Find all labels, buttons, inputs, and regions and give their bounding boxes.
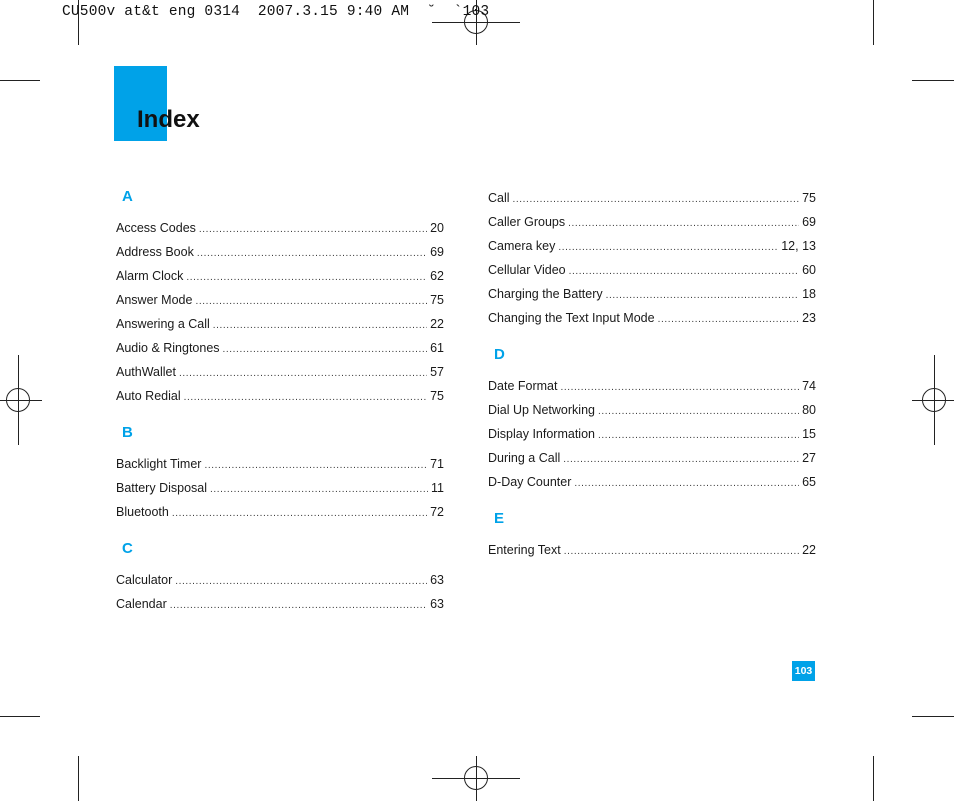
- index-entry-page: 11: [431, 481, 444, 495]
- index-entry-page: 23: [802, 311, 816, 325]
- index-entry-name: Charging the Battery: [488, 287, 603, 301]
- index-entry-name: Calendar: [116, 597, 167, 611]
- index-entry-name: Access Codes: [116, 221, 196, 235]
- index-entry: [116, 336, 444, 360]
- index-entry: [488, 210, 816, 234]
- dot-leader: [598, 424, 799, 448]
- index-entry-page: 75: [802, 191, 816, 205]
- index-entry: [488, 306, 816, 330]
- index-entry-page: 15: [802, 427, 816, 441]
- crop-mark: [873, 0, 874, 45]
- index-entry: [488, 422, 816, 446]
- index-entry-name: Date Format: [488, 379, 558, 393]
- index-entry-name: Cellular Video: [488, 263, 566, 277]
- index-entry-page: 18: [802, 287, 816, 301]
- page-title: Index: [137, 106, 200, 133]
- dot-leader: [186, 266, 427, 290]
- crop-mark: [78, 756, 79, 801]
- index-entry: [116, 476, 444, 500]
- index-entry-name: Caller Groups: [488, 215, 566, 229]
- index-entry: [116, 288, 444, 312]
- index-letter-heading: D: [494, 346, 505, 363]
- index-entry-page: 22: [430, 317, 444, 331]
- index-entry-name: Camera key: [488, 239, 556, 253]
- index-entry: [116, 452, 444, 476]
- dot-leader: [204, 454, 427, 478]
- dot-leader: [210, 478, 428, 502]
- index-entry-name: Alarm Clock: [116, 269, 184, 283]
- dot-leader: [560, 376, 799, 400]
- index-entry-name: Answer Mode: [116, 293, 193, 307]
- index-entry-page: 74: [802, 379, 816, 393]
- crop-mark: [912, 80, 954, 81]
- index-entry: [488, 398, 816, 422]
- index-entry-name: Audio & Ringtones: [116, 341, 220, 355]
- index-entry-page: 27: [802, 451, 816, 465]
- dot-leader: [179, 362, 427, 386]
- dot-leader: [213, 314, 427, 338]
- index-entry-page: 63: [430, 573, 444, 587]
- dot-leader: [558, 236, 778, 260]
- index-letter-heading: C: [122, 540, 133, 557]
- index-entry-name: Call: [488, 191, 510, 205]
- index-entry: [488, 282, 816, 306]
- index-entry-page: 72: [430, 505, 444, 519]
- index-entry-page: 69: [430, 245, 444, 259]
- index-entry-name: Battery Disposal: [116, 481, 208, 495]
- dot-leader: [658, 308, 800, 332]
- index-column-right: [488, 186, 816, 562]
- index-column-left: [116, 186, 444, 616]
- index-entry-name: D-Day Counter: [488, 475, 572, 489]
- dot-leader: [574, 472, 799, 496]
- page-number-badge: 103: [792, 661, 815, 681]
- index-entry-name: Address Book: [116, 245, 194, 259]
- index-entry-name: Changing the Text Input Mode: [488, 311, 655, 325]
- index-entry: [116, 216, 444, 240]
- dot-leader: [199, 218, 427, 242]
- index-entry-page: 71: [430, 457, 444, 471]
- index-letter-heading: B: [122, 424, 133, 441]
- index-letter-heading: E: [494, 510, 505, 527]
- dot-leader: [569, 260, 799, 284]
- dot-leader: [564, 540, 799, 564]
- crop-mark: [0, 716, 40, 717]
- index-entry-name: Dial Up Networking: [488, 403, 595, 417]
- crop-mark: [912, 716, 954, 717]
- dot-leader: [195, 290, 427, 314]
- dot-leader: [223, 338, 428, 362]
- index-letter-heading: A: [122, 188, 133, 205]
- index-entry: [488, 470, 816, 494]
- index-entry-name: Backlight Timer: [116, 457, 202, 471]
- dot-leader: [170, 594, 427, 618]
- index-entry-page: 22: [802, 543, 816, 557]
- index-entry-name: Bluetooth: [116, 505, 169, 519]
- index-entry: [488, 234, 816, 258]
- index-entry: [488, 186, 816, 210]
- index-entry: [116, 568, 444, 592]
- index-entry-page: 75: [430, 389, 444, 403]
- index-entry: [116, 500, 444, 524]
- index-entry-name: Answering a Call: [116, 317, 210, 331]
- dot-leader: [598, 400, 799, 424]
- dot-leader: [568, 212, 799, 236]
- index-entry-name: Calculator: [116, 573, 173, 587]
- index-entry-name: Entering Text: [488, 543, 561, 557]
- index-entry: [116, 312, 444, 336]
- index-entry-page: 63: [430, 597, 444, 611]
- index-entry-page: 61: [430, 341, 444, 355]
- index-entry: [116, 264, 444, 288]
- index-entry-page: 80: [802, 403, 816, 417]
- index-entry: [488, 446, 816, 470]
- dot-leader: [197, 242, 427, 266]
- index-entry-name: AuthWallet: [116, 365, 176, 379]
- index-entry-name: Auto Redial: [116, 389, 181, 403]
- index-entry-page: 57: [430, 365, 444, 379]
- index-entry-page: 60: [802, 263, 816, 277]
- index-entry: [488, 538, 816, 562]
- index-entry: [116, 592, 444, 616]
- index-entry: [116, 384, 444, 408]
- index-entry: [116, 240, 444, 264]
- index-entry-page: 75: [430, 293, 444, 307]
- index-entry-page: 65: [802, 475, 816, 489]
- index-entry: [488, 258, 816, 282]
- dot-leader: [513, 188, 800, 212]
- crop-mark: [0, 80, 40, 81]
- index-entry-page: 20: [430, 221, 444, 235]
- index-entry-name: During a Call: [488, 451, 561, 465]
- index-entry-page: 12, 13: [781, 239, 816, 253]
- dot-leader: [606, 284, 799, 308]
- index-entry-page: 62: [430, 269, 444, 283]
- dot-leader: [172, 502, 427, 526]
- index-entry-page: 69: [802, 215, 816, 229]
- index-entry-name: Display Information: [488, 427, 595, 441]
- index-entry: [116, 360, 444, 384]
- print-slug: CU500v at&t eng 0314 2007.3.15 9:40 AM ˘ `103: [62, 4, 490, 20]
- dot-leader: [563, 448, 799, 472]
- dot-leader: [175, 570, 427, 594]
- index-entry: [488, 374, 816, 398]
- crop-mark: [873, 756, 874, 801]
- dot-leader: [184, 386, 427, 410]
